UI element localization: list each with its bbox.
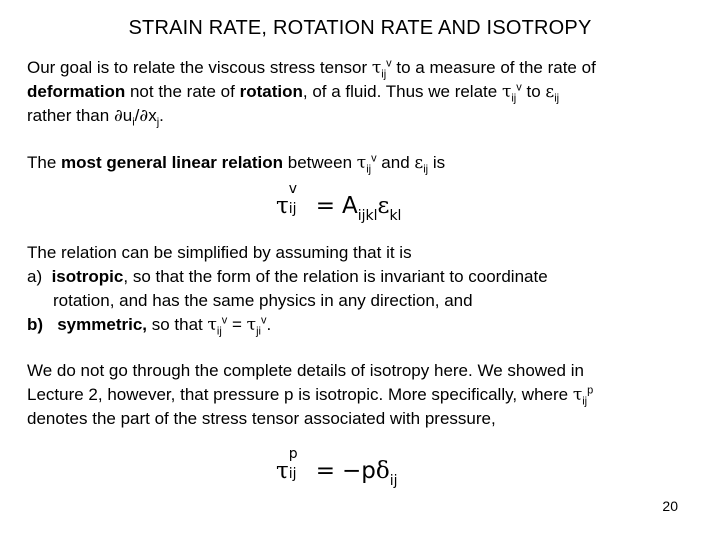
bold-text: symmetric, [57, 315, 147, 334]
tau-symbol: τ [572, 385, 583, 405]
text: so that [147, 315, 208, 334]
text: = [227, 315, 247, 334]
text: rather than [27, 106, 114, 125]
tau-symbol: τ [276, 193, 289, 219]
text: to [521, 82, 546, 101]
slide-title: STRAIN RATE, ROTATION RATE AND ISOTROPY [128, 17, 592, 39]
text: is [428, 153, 446, 172]
item-b [27, 313, 271, 337]
text: , so that the form of the relation is invariant to coordinate [123, 267, 548, 286]
bold-text: rotation [239, 82, 303, 101]
tau-symbol: τ [371, 58, 382, 78]
text: not the rate of [125, 82, 240, 101]
subscript: ij [389, 473, 398, 489]
list-label: a) [27, 267, 43, 286]
superscript: p [288, 446, 298, 462]
superscript: v [260, 314, 267, 327]
epsilon-symbol: ε [414, 153, 424, 173]
text: . [266, 315, 272, 334]
tau-symbol: τ [501, 82, 512, 102]
superscript: v [371, 152, 377, 165]
text: to a measure of the rate of [391, 58, 596, 77]
pressure-symbol: p [361, 458, 376, 484]
index-stack [288, 446, 309, 482]
delta-symbol: δ [375, 458, 390, 484]
epsilon-symbol: ε [377, 193, 390, 219]
subscript: ij [381, 68, 387, 81]
text: / [134, 106, 140, 125]
equation-general-linear [276, 181, 402, 224]
superscript: v [288, 181, 298, 197]
superscript: v [221, 314, 228, 327]
text: u [122, 106, 133, 125]
partial-symbol: ∂ [113, 106, 123, 126]
bold-text: most general linear relation [61, 153, 284, 172]
subscript: ij [423, 163, 429, 176]
superscript: v [516, 81, 522, 94]
text: , of a fluid. Thus we relate [302, 82, 502, 101]
para1-line3 [27, 104, 164, 128]
subscript: ij [511, 92, 517, 105]
text: . [159, 106, 164, 125]
subscript: kl [389, 208, 402, 224]
text: between [283, 153, 357, 172]
equals-sign: = [315, 193, 336, 219]
equals-sign: = [315, 458, 336, 484]
text: Lecture 2, however, that pressure p is isotropic. More specifically, where [27, 385, 573, 404]
page-number: 20 [662, 498, 678, 514]
text: The [27, 153, 62, 172]
para4-line2 [27, 383, 593, 407]
item-a [27, 265, 548, 288]
superscript: p [587, 384, 594, 397]
coefficient-tensor: A [342, 193, 358, 219]
para1-line2 [27, 80, 559, 104]
subscript: ji [256, 325, 261, 338]
partial-symbol: ∂ [139, 106, 149, 126]
bold-text: deformation [27, 82, 126, 101]
subscript: ij [288, 201, 297, 217]
text: and [376, 153, 415, 172]
text: Our goal is to relate the viscous stress tensor [27, 58, 372, 77]
item-a-continuation: rotation, and has the same physics in any direction, and [53, 291, 473, 310]
tau-symbol: τ [207, 315, 217, 335]
superscript: v [386, 57, 392, 70]
subscript: ij [554, 92, 560, 105]
text: x [148, 106, 157, 125]
para4-line3: denotes the part of the stress tensor associated with pressure, [27, 409, 496, 428]
epsilon-symbol: ε [545, 82, 555, 102]
subscript: ij [288, 466, 297, 482]
subscript: ij [366, 163, 372, 176]
para1-line1 [27, 56, 596, 80]
bold-text: isotropic [51, 267, 124, 286]
subscript: j [156, 116, 160, 129]
subscript: i [132, 116, 135, 129]
subscript: ij [216, 325, 222, 338]
list-label: b) [27, 315, 44, 334]
para2-line [27, 151, 445, 175]
tau-symbol: τ [356, 153, 367, 173]
index-stack [288, 181, 309, 217]
para4-line1: We do not go through the complete details of isotropy here. We showed in [27, 361, 584, 380]
tau-symbol: τ [246, 315, 257, 335]
subscript: ij [582, 395, 588, 408]
subscript: ijkl [357, 208, 378, 224]
tau-symbol: τ [276, 458, 289, 484]
para3-line1: The relation can be simplified by assuming that it is [27, 243, 412, 262]
minus-sign: − [342, 458, 362, 484]
equation-pressure [276, 446, 398, 489]
